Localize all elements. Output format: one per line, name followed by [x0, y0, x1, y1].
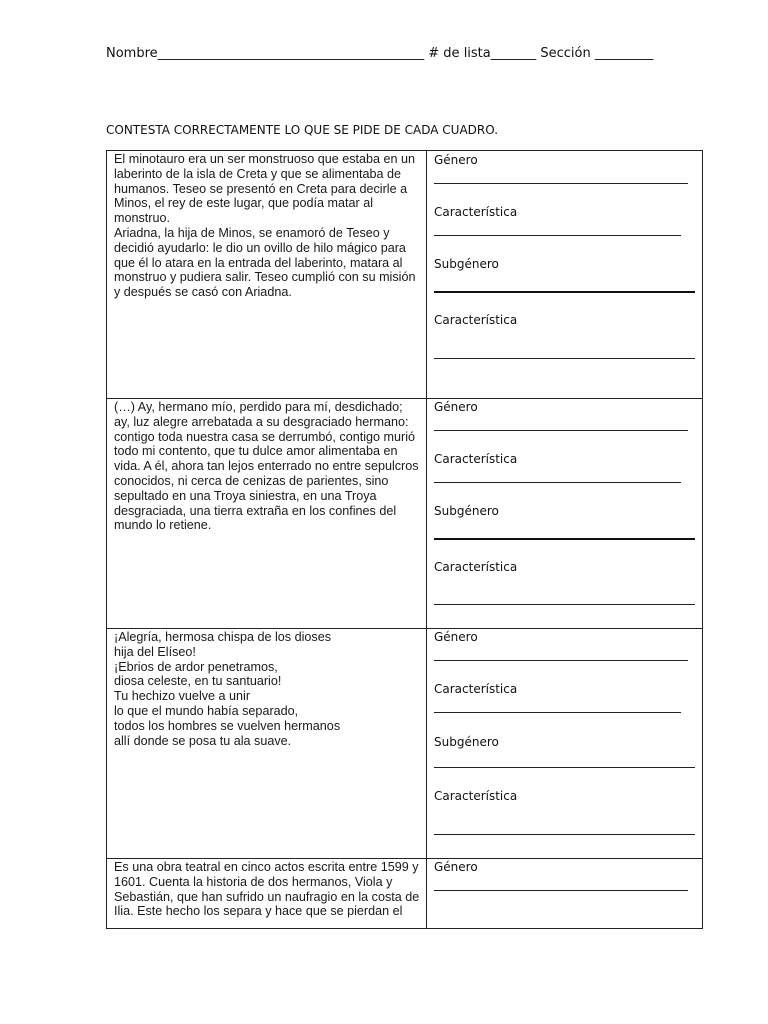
caracteristica-answer-line[interactable] [434, 235, 681, 236]
table-row [107, 151, 702, 399]
table-row [107, 399, 702, 629]
caracteristica-label: Característica [434, 205, 518, 219]
genero-label: Género [434, 153, 478, 167]
subgenero-label: Subgénero [434, 504, 499, 518]
genero-label: Género [434, 860, 478, 874]
passage-cell [107, 151, 427, 398]
instructions-heading: CONTESTA CORRECTAMENTE LO QUE SE PIDE DE CADA CUADRO. [106, 123, 499, 137]
passage-text: Es una obra teatral en cinco actos escrita entre 1599 y 1601. Cuenta la historia de dos hermanos, Viola y Sebastián, que han sufrido un naufragio en la costa de Ilia. Este hecho los separa y hace que se pierdan el [114, 860, 420, 919]
caracteristica-label: Característica [434, 452, 518, 466]
passage-cell [107, 399, 427, 628]
genero-label: Género [434, 400, 478, 414]
caracteristica-answer-line[interactable] [434, 358, 695, 359]
answer-cell [427, 399, 703, 628]
caracteristica-answer-line[interactable] [434, 604, 695, 605]
genero-answer-line[interactable] [434, 430, 688, 431]
subgenero-label: Subgénero [434, 735, 499, 749]
passage-cell [107, 859, 427, 928]
genero-answer-line[interactable] [434, 660, 688, 661]
genero-answer-line[interactable] [434, 890, 688, 891]
answer-cell [427, 859, 703, 928]
passage-text: ¡Alegría, hermosa chispa de los dioses hija del Elíseo! ¡Ebrios de ardor penetramos, diosa celeste, en tu santuario! Tu hechizo vuelve a unir lo que el mundo había separado, todos los hombres se vuelven hermanos allí donde se posa tu ala suave. [114, 630, 341, 748]
subgenero-label: Subgénero [434, 257, 499, 271]
genero-answer-line[interactable] [434, 183, 688, 184]
answer-cell [427, 151, 703, 398]
caracteristica-answer-line[interactable] [434, 834, 695, 835]
caracteristica-label: Característica [434, 682, 518, 696]
answer-cell [427, 629, 703, 858]
caracteristica-answer-line[interactable] [434, 482, 681, 483]
table-row [107, 859, 702, 928]
passage-text: El minotauro era un ser monstruoso que estaba en un laberinto de la isla de Creta y que se alimentaba de humanos. Teseo se presentó en Creta para decirle a Minos, el rey de este lugar, que podía matar al monstruo. Ariadna, la hija de Minos, se enamoró de Teseo y decidió ayudarlo: le dio un ovillo de hilo mágico para que él lo atara en la entrada del laberinto, matara al monstruo y pudiera salir. Teseo cumplió con su misión y después se casó con Ariadna. [114, 152, 416, 300]
passage-text: (…) Ay, hermano mío, perdido para mí, desdichado; ay, luz alegre arrebatada a su desgraciado hermano: contigo toda nuestra casa se derrumbó, contigo murió todo mi contento, que tu dulce amor alimentaba en vida. A él, ahora tan lejos enterrado no entre sepulcros conocidos, ni cerca de cenizas de parientes, sino sepultado en una Troya siniestra, en una Troya desgraciada, una tierra extraña en los confines del mundo lo retiene. [114, 400, 419, 533]
table-row [107, 629, 702, 859]
student-info-header: Nombre_________________________________________ # de lista_______ Sección _________ [106, 46, 654, 61]
subgenero-answer-line[interactable] [434, 291, 695, 293]
subgenero-answer-line[interactable] [434, 767, 695, 768]
caracteristica-answer-line[interactable] [434, 712, 681, 713]
passage-cell [107, 629, 427, 858]
subgenero-answer-line[interactable] [434, 538, 695, 540]
genero-label: Género [434, 630, 478, 644]
caracteristica-label: Característica [434, 313, 518, 327]
caracteristica-label: Característica [434, 789, 518, 803]
caracteristica-label: Característica [434, 560, 518, 574]
worksheet-table [106, 150, 703, 929]
